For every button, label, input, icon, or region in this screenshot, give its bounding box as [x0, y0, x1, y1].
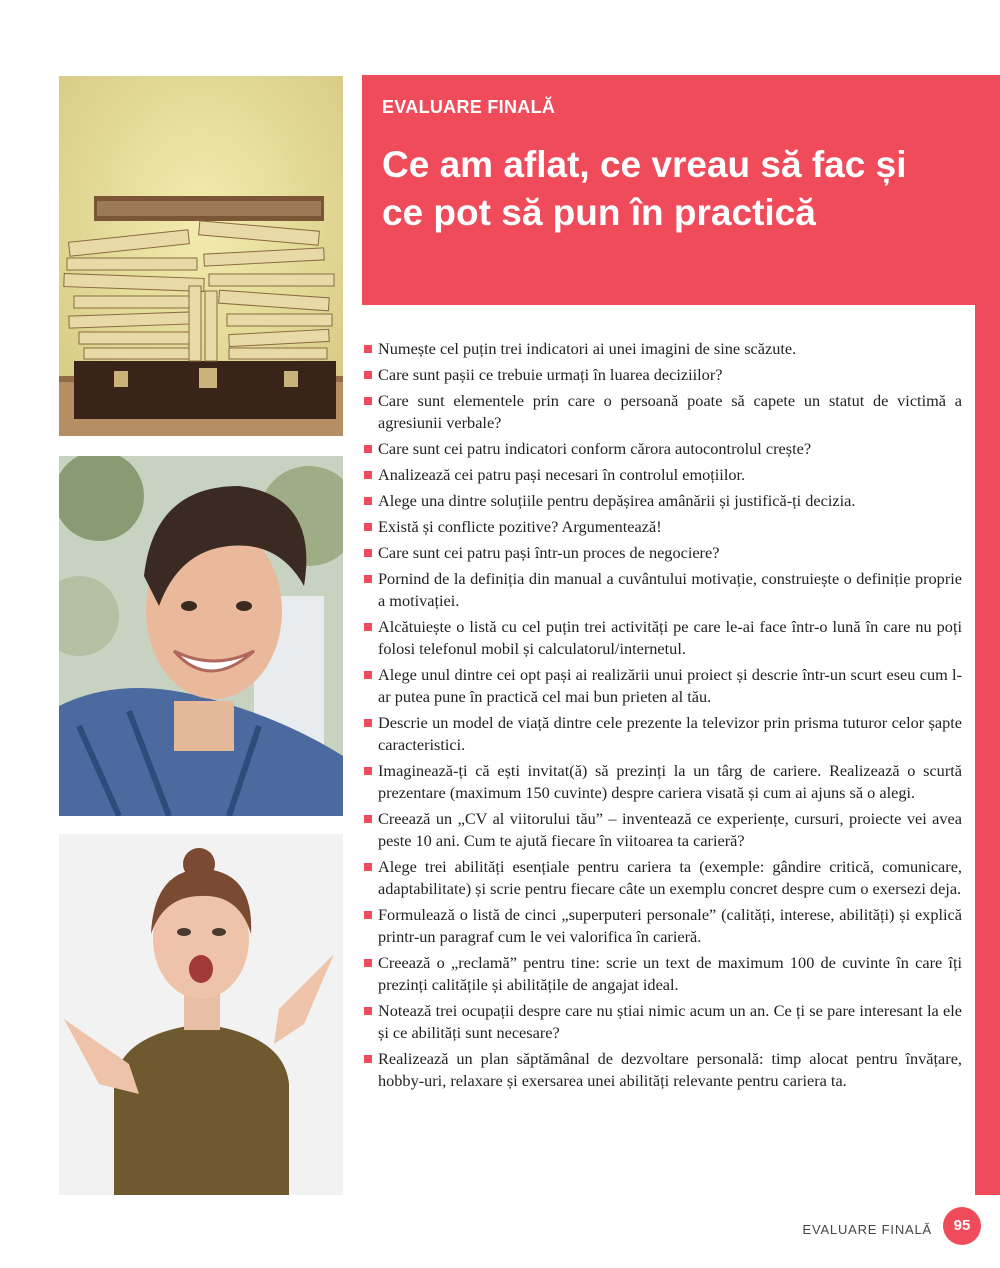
list-item: Care sunt pașii ce trebuie urmați în luarea deciziilor? [364, 364, 962, 386]
square-bullet-icon [364, 471, 372, 479]
excited-girl-photo [59, 834, 343, 1195]
square-bullet-icon [364, 911, 372, 919]
square-bullet-icon [364, 397, 372, 405]
square-bullet-icon [364, 623, 372, 631]
square-bullet-icon [364, 671, 372, 679]
list-item: Alcătuiește o listă cu cel puțin trei activități pe care le-ai face într-o lună în care nu poți folosi telefonul mobil și calculatorul/internetul. [364, 616, 962, 660]
square-bullet-icon [364, 1007, 372, 1015]
question-list [364, 338, 962, 1096]
smiling-boy-photo [59, 456, 343, 816]
square-bullet-icon [364, 523, 372, 531]
list-item: Notează trei ocupații despre care nu știai nimic acum un an. Ce ți se pare interesant la ele și ce abilități sunt necesare? [364, 1000, 962, 1044]
header-banner [362, 75, 1000, 305]
page-number: 95 [943, 1207, 981, 1245]
list-item: Realizează un plan săptămânal de dezvoltare personală: timp alocat pentru învățare, hobby-uri, relaxare și exersarea unei abilități relevante pentru cariera ta. [364, 1048, 962, 1092]
square-bullet-icon [364, 549, 372, 557]
square-bullet-icon [364, 445, 372, 453]
list-item: Creează un „CV al viitorului tău” – inventează ce experiențe, cursuri, proiecte vei avea peste 10 ani. Cum te ajută fiecare în viitoarea ta carieră? [364, 808, 962, 852]
list-item: Care sunt cei patru indicatori conform cărora autocontrolul crește? [364, 438, 962, 460]
list-item: Care sunt elementele prin care o persoană poate să capete un statut de victimă a agresiunii verbale? [364, 390, 962, 434]
section-kicker: EVALUARE FINALĂ [382, 97, 556, 117]
books-suitcase-photo [59, 76, 343, 436]
square-bullet-icon [364, 863, 372, 871]
square-bullet-icon [364, 719, 372, 727]
list-item: Alege una dintre soluțiile pentru depășirea amânării și justifică-ți decizia. [364, 490, 962, 512]
square-bullet-icon [364, 575, 372, 583]
list-item: Imaginează-ți că ești invitat(ă) să prezinți la un târg de cariere. Realizează o scurtă prezentare (maximum 150 cuvinte) despre cariera visată și cum ai ajuns să o alegi. [364, 760, 962, 804]
page-title: Ce am aflat, ce vreau să fac și ce pot să pun în practică [382, 144, 907, 233]
list-item: Alege trei abilități esențiale pentru cariera ta (exemple: gândire critică, comunicare, adaptabilitate) și scrie pentru fiecare câte un exemplu concret despre cum o exersezi deja. [364, 856, 962, 900]
list-item: Există și conflicte pozitive? Argumentează! [364, 516, 962, 538]
list-item: Formulează o listă de cinci „superputeri personale” (calități, interese, abilități) și explică printr-un paragraf cum le vei valorifica în carieră. [364, 904, 962, 948]
list-item: Creează o „reclamă” pentru tine: scrie un text de maximum 100 de cuvinte în care îți prezinți calitățile și abilitățile de angajat ideal. [364, 952, 962, 996]
square-bullet-icon [364, 497, 372, 505]
list-item: Numește cel puțin trei indicatori ai unei imagini de sine scăzute. [364, 338, 962, 360]
list-item: Alege unul dintre cei opt pași ai realizării unui proiect și descrie într-un scurt eseu cum l-ar putea pune în practică cel mai bun prieten al tău. [364, 664, 962, 708]
square-bullet-icon [364, 815, 372, 823]
list-item: Pornind de la definiția din manual a cuvântului motivație, construiește o definiție proprie a motivației. [364, 568, 962, 612]
square-bullet-icon [364, 345, 372, 353]
square-bullet-icon [364, 767, 372, 775]
list-item: Care sunt cei patru pași într-un proces de negociere? [364, 542, 962, 564]
list-item: Descrie un model de viață dintre cele prezente la televizor prin prisma tuturor celor șapte caracteristici. [364, 712, 962, 756]
square-bullet-icon [364, 371, 372, 379]
square-bullet-icon [364, 959, 372, 967]
square-bullet-icon [364, 1055, 372, 1063]
list-item: Analizează cei patru pași necesari în controlul emoțiilor. [364, 464, 962, 486]
footer-section-label: EVALUARE FINALĂ [802, 1222, 932, 1237]
